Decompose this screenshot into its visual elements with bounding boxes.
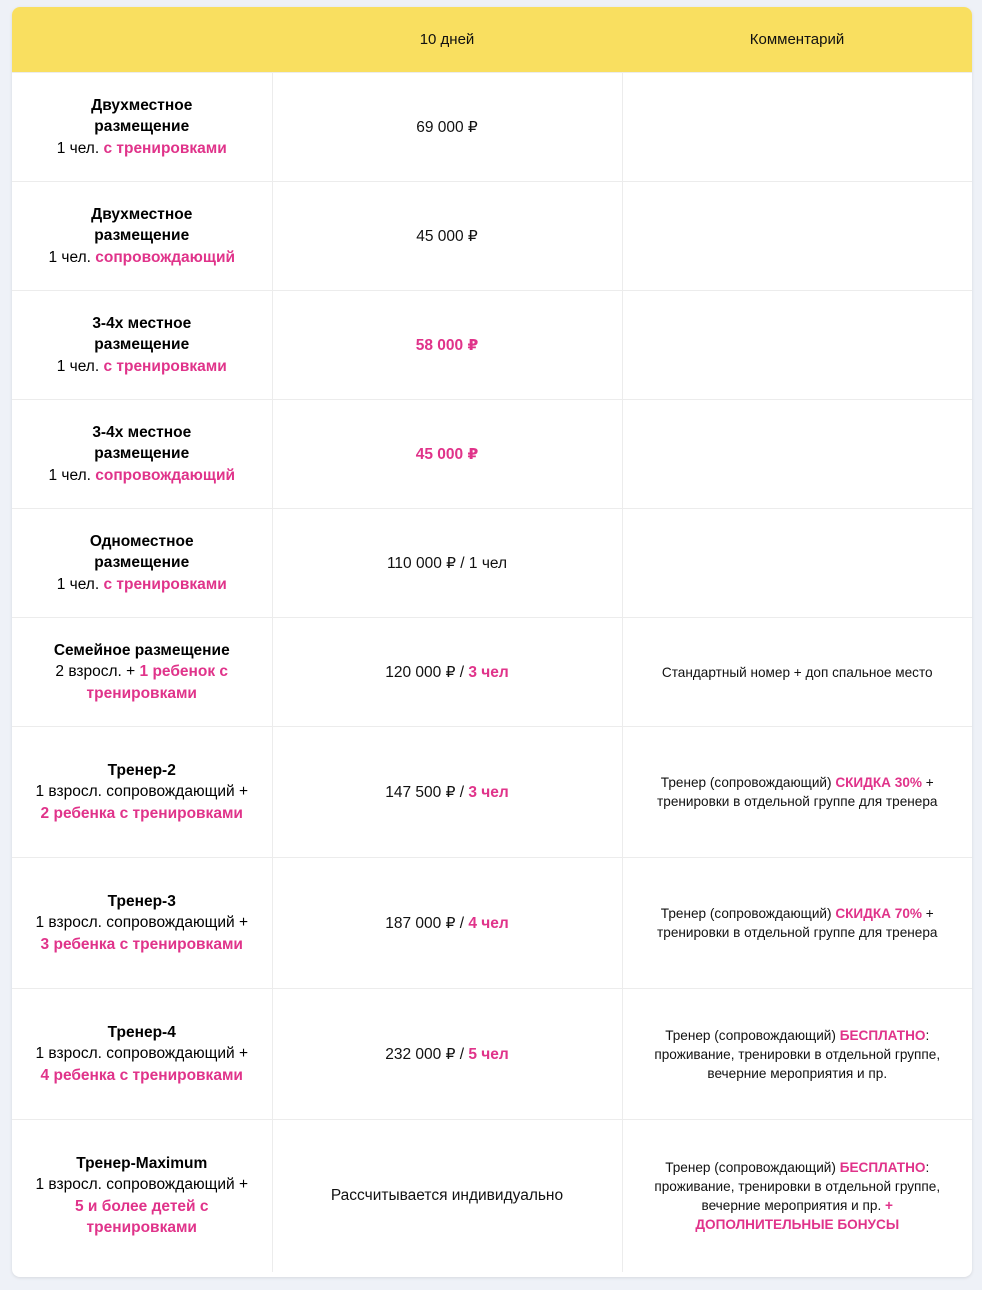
price-value: 45 000 ₽: [416, 227, 478, 245]
comment-cell: [622, 73, 972, 182]
price-separator: /: [455, 783, 469, 801]
table-row: [12, 73, 972, 182]
price-people-count: 3 чел: [468, 783, 509, 801]
accommodation-cell: [12, 1120, 272, 1272]
accommodation-cell: [12, 400, 272, 509]
header-col-comment: Комментарий: [622, 7, 972, 73]
comment-text: + тренировки в отдельной группе для тренера: [657, 775, 938, 809]
accommodation-people: 1 чел.: [48, 248, 96, 266]
comment-highlight: + ДОПОЛНИТЕЛЬНЫЕ БОНУСЫ: [695, 1197, 900, 1232]
comment-text: Тренер (сопровождающий): [665, 1159, 840, 1175]
comment-cell: [622, 727, 972, 858]
table-row: [12, 858, 972, 989]
comment-highlight: БЕСПЛАТНО: [839, 1027, 926, 1043]
table-row: [12, 509, 972, 618]
comment-cell: [622, 291, 972, 400]
price-cell: [272, 1120, 622, 1272]
accommodation-people: 1 взросл. сопровождающий +: [35, 783, 248, 801]
accommodation-people: 1 чел.: [56, 139, 104, 157]
price-cell: [272, 182, 622, 291]
price-separator: /: [455, 663, 469, 681]
accommodation-cell: [12, 989, 272, 1120]
comment-highlight: БЕСПЛАТНО: [839, 1159, 926, 1175]
price-separator: /: [455, 914, 469, 932]
accommodation-people: 1 взросл. сопровождающий +: [35, 1045, 248, 1063]
accommodation-cell: [12, 618, 272, 727]
accommodation-highlight: сопровождающий: [95, 466, 236, 484]
comment-cell: [622, 509, 972, 618]
comment-text: : проживание, тренировки в отдельной группе, вечерние мероприятия и пр.: [654, 1027, 941, 1081]
price-value: 147 500 ₽: [385, 783, 456, 801]
price-value: 45 000 ₽: [415, 445, 479, 463]
price-cell: [272, 727, 622, 858]
accommodation-highlight: 2 ребенка с тренировками: [40, 804, 243, 822]
table-row: [12, 291, 972, 400]
price-people-count: 5 чел: [468, 1045, 509, 1063]
table-row: [12, 1120, 972, 1272]
comment-cell: [622, 1120, 972, 1272]
accommodation-cell: [12, 727, 272, 858]
accommodation-title: Тренер-2: [107, 761, 176, 779]
table-row: [12, 400, 972, 509]
accommodation-cell: [12, 73, 272, 182]
price-value: Рассчитывается индивидуально: [330, 1186, 564, 1204]
comment-text: Тренер (сопровождающий): [660, 775, 836, 790]
accommodation-cell: [12, 182, 272, 291]
comment-text: Стандартный номер + доп спальное место: [661, 664, 933, 680]
accommodation-people: 1 чел.: [48, 466, 96, 484]
comment-highlight: СКИДКА 30%: [835, 775, 922, 790]
accommodation-title: 3-4х местное: [92, 314, 192, 332]
comment-cell: [622, 989, 972, 1120]
price-people-count: 4 чел: [468, 914, 509, 932]
accommodation-highlight: с тренировками: [103, 357, 227, 375]
price-cell: [272, 989, 622, 1120]
accommodation-highlight: 3 ребенка с тренировками: [40, 935, 243, 953]
table-row: [12, 989, 972, 1120]
pricing-table: [12, 7, 972, 1272]
comment-cell: [622, 400, 972, 509]
accommodation-title: размещение: [94, 336, 190, 354]
accommodation-title: Тренер-4: [107, 1023, 176, 1041]
price-cell: [272, 858, 622, 989]
accommodation-highlight: 4 ребенка с тренировками: [40, 1066, 243, 1084]
table-header-row: [12, 7, 972, 73]
price-value: 58 000 ₽: [415, 336, 479, 354]
price-cell: [272, 509, 622, 618]
price-value: 69 000 ₽: [416, 118, 478, 136]
comment-cell: [622, 858, 972, 989]
price-value: 120 000 ₽: [385, 663, 456, 681]
accommodation-title: Двухместное: [91, 96, 193, 114]
price-separator: /: [455, 1045, 469, 1063]
accommodation-title: Одноместное: [89, 532, 194, 550]
accommodation-highlight: 5 и более детей с тренировками: [74, 1197, 209, 1237]
table-row: [12, 727, 972, 858]
accommodation-people: 1 чел.: [56, 575, 104, 593]
price-cell: [272, 400, 622, 509]
price-value: 187 000 ₽: [385, 914, 456, 932]
accommodation-highlight: 1 ребенок с тренировками: [86, 663, 229, 702]
accommodation-people: 1 чел.: [56, 357, 104, 375]
accommodation-highlight: с тренировками: [103, 139, 227, 157]
pricing-table-card: [12, 7, 972, 1277]
price-cell: [272, 73, 622, 182]
accommodation-title: размещение: [94, 118, 190, 136]
header-col-accommodation: [12, 7, 272, 73]
accommodation-cell: [12, 509, 272, 618]
comment-text: Тренер (сопровождающий): [660, 906, 836, 921]
table-row: [12, 618, 972, 727]
header-col-duration: 10 дней: [272, 7, 622, 73]
accommodation-title: Двухместное: [91, 205, 193, 223]
comment-highlight: СКИДКА 70%: [835, 906, 922, 921]
price-cell: [272, 618, 622, 727]
accommodation-title: Тренер-3: [107, 892, 176, 910]
accommodation-cell: [12, 858, 272, 989]
accommodation-title: размещение: [94, 227, 190, 245]
accommodation-people: 2 взросл. +: [55, 663, 140, 681]
comment-text: Тренер (сопровождающий): [665, 1027, 840, 1043]
accommodation-title: Тренер-Maximum: [76, 1154, 208, 1172]
accommodation-title: размещение: [94, 445, 190, 463]
accommodation-title: размещение: [94, 554, 190, 572]
comment-text: + тренировки в отдельной группе для тренера: [657, 906, 938, 940]
price-value: 110 000 ₽: [386, 554, 456, 572]
comment-cell: [622, 618, 972, 727]
accommodation-title: 3-4х местное: [92, 423, 192, 441]
accommodation-cell: [12, 291, 272, 400]
comment-cell: [622, 182, 972, 291]
accommodation-people: 1 взросл. сопровождающий +: [35, 1176, 248, 1194]
price-cell: [272, 291, 622, 400]
price-people-count: 3 чел: [468, 663, 509, 681]
accommodation-title: Семейное размещение: [53, 641, 230, 659]
accommodation-people: 1 взросл. сопровождающий +: [35, 914, 248, 932]
price-separator: / 1 чел: [455, 554, 508, 572]
accommodation-highlight: сопровождающий: [95, 248, 236, 266]
accommodation-highlight: с тренировками: [103, 575, 227, 593]
comment-text: : проживание, тренировки в отдельной группе, вечерние мероприятия и пр.: [654, 1159, 941, 1213]
table-row: [12, 182, 972, 291]
price-value: 232 000 ₽: [385, 1045, 456, 1063]
